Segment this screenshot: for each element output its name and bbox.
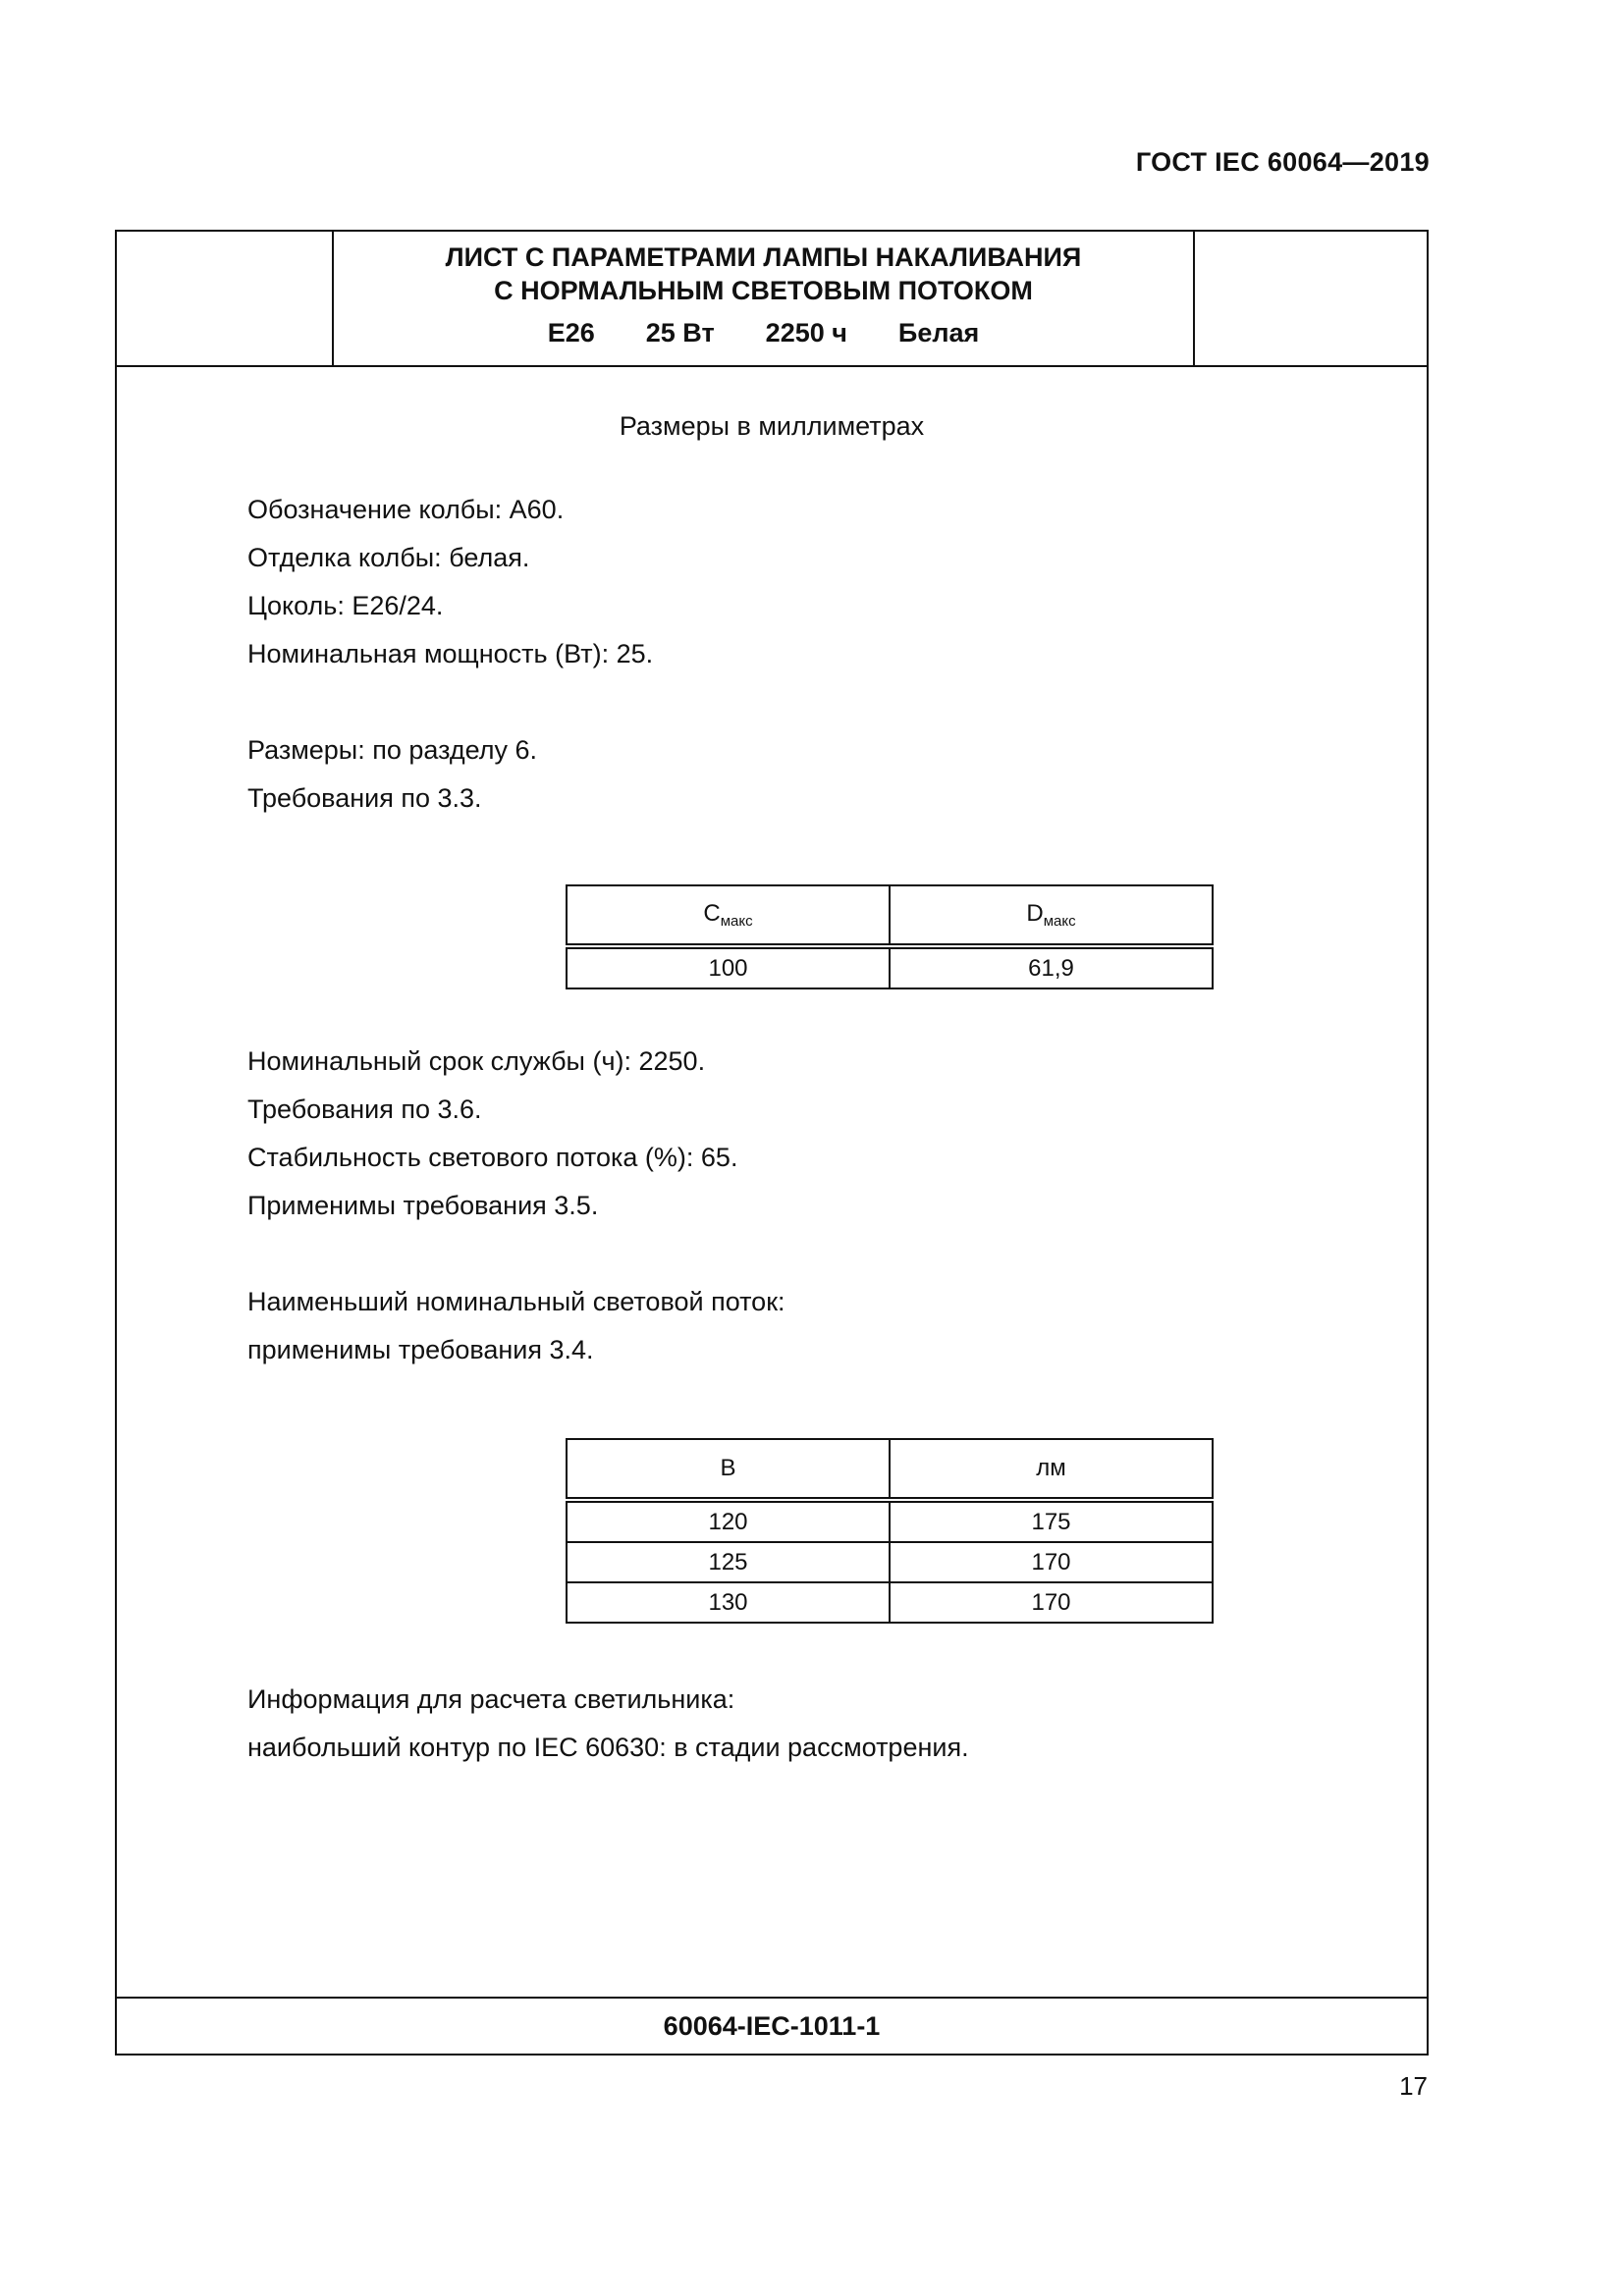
table-row [567, 1582, 1213, 1623]
min-flux-title: Наименьший номинальный световой поток: [247, 1287, 785, 1316]
spec-power: 25 Вт [645, 318, 715, 347]
table-row [567, 946, 1213, 988]
data-sheet-frame [115, 230, 1429, 2056]
spec-finish: Белая [897, 318, 980, 347]
lumen-maintenance-req: Применимы требования 3.5. [247, 1191, 599, 1220]
lumen-maintenance: Стабильность светового потока (%): 65. [247, 1143, 738, 1172]
page-number: 17 [1399, 2071, 1428, 2101]
sheet-title-line-2: С НОРМАЛЬНЫМ СВЕТОВЫМ ПОТОКОМ [494, 276, 1033, 305]
luminaire-info-title: Информация для расчета светильника: [247, 1684, 735, 1714]
dimensions-table [566, 884, 1214, 989]
param-cap: Цоколь: E26/24. [247, 591, 444, 620]
sheet-title [334, 240, 1193, 307]
spec-life: 2250 ч [765, 318, 847, 347]
flux-lumen: 175 [890, 1500, 1213, 1542]
sheet-header [117, 232, 1427, 367]
header-right-cell [1193, 232, 1427, 365]
param-finish: Отделка колбы: белая. [247, 543, 530, 572]
header-left-cell [117, 232, 334, 365]
life-req: Требования по 3.6. [247, 1095, 482, 1124]
dimensions-req: Требования по 3.3. [247, 783, 482, 813]
flux-table [566, 1438, 1214, 1624]
flux-lumen: 170 [890, 1582, 1213, 1623]
dim-d-value: 61,9 [890, 946, 1213, 988]
units-note: Размеры в миллиметрах [619, 411, 925, 441]
life-rated: Номинальный срок службы (ч): 2250. [247, 1046, 706, 1076]
param-bulb: Обозначение колбы: А60. [247, 495, 565, 524]
table-row [567, 1542, 1213, 1582]
header-title-cell [334, 232, 1193, 365]
dim-c-value: 100 [567, 946, 890, 988]
dimensions-ref: Размеры: по разделу 6. [247, 735, 538, 765]
flux-voltage: 120 [567, 1500, 890, 1542]
flux-header-voltage: В [567, 1439, 890, 1500]
document-id: ГОСТ IEC 60064—2019 [1135, 147, 1430, 177]
sheet-title-line-1: ЛИСТ С ПАРАМЕТРАМИ ЛАМПЫ НАКАЛИВАНИЯ [445, 242, 1082, 272]
param-power: Номинальная мощность (Вт): 25. [247, 639, 654, 668]
spec-cap: E26 [547, 318, 595, 347]
flux-voltage: 130 [567, 1582, 890, 1623]
luminaire-info-detail: наибольший контур по IEC 60630: в стадии рассмотрения. [247, 1733, 969, 1762]
dim-header-d: $D_{макс}$ [890, 885, 1213, 946]
flux-lumen: 170 [890, 1542, 1213, 1582]
min-flux-req: применимы требования 3.4. [247, 1335, 594, 1364]
lamp-specs [334, 318, 1193, 348]
sheet-code: 60064-IEC-1011-1 [117, 1997, 1427, 2054]
flux-header-lumen: лм [890, 1439, 1213, 1500]
flux-voltage: 125 [567, 1542, 890, 1582]
dim-header-c: $C_{макс}$ [567, 885, 890, 946]
table-row [567, 1500, 1213, 1542]
